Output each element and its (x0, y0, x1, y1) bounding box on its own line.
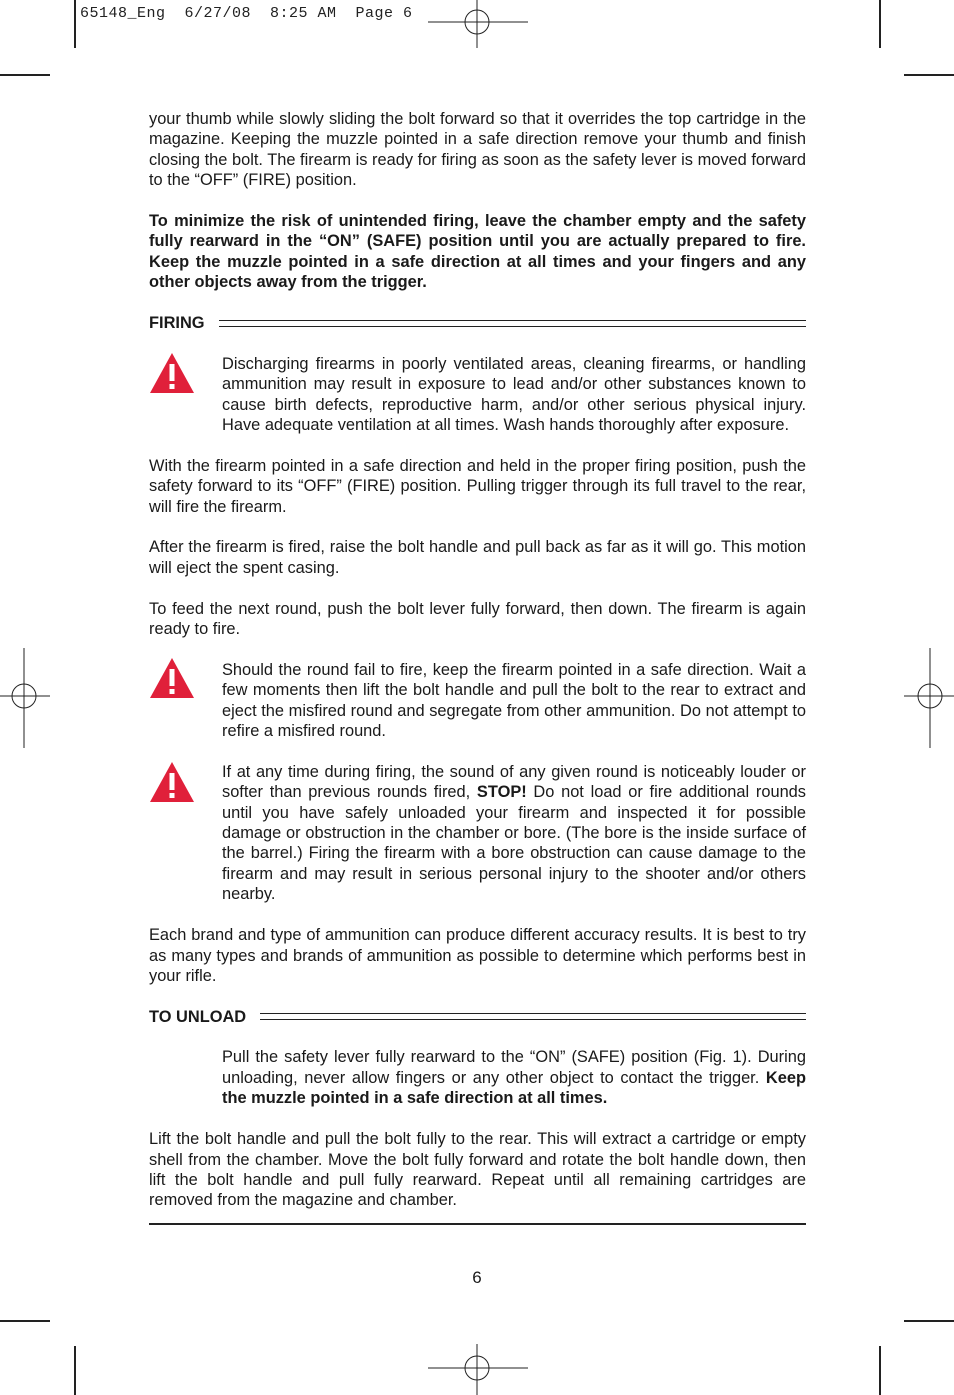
unload-text: Pull the safety lever fully rearward to the “ON” (SAFE) position (Fig. 1). During unloading, never allow fingers or any other object to contact the trigger. (222, 1048, 806, 1087)
crop-mark (904, 74, 954, 76)
paragraph-unload-safety (149, 1047, 806, 1108)
registration-mark-icon (0, 648, 50, 748)
paragraph-unload-steps: Lift the bolt handle and pull the bolt fully to the rear. This will extract a cartridge or empty shell from the chamber. Move the bolt fully forward and rotate the bolt handle down, then lift the bolt handle and pull fully rearward. Repeat until all remaining cartridges are removed from the magazine and chamber. (149, 1130, 806, 1210)
warning-text: Discharging firearms in poorly ventilated areas, cleaning firearms, or handling ammunition may result in exposure to lead and/or other substances known to cause birth defects, reproductive harm, and/or other serious physical injury. Have adequate ventilation at all times. Wash hands thoroughly after exposure. (222, 354, 806, 435)
registration-mark-icon (428, 0, 528, 48)
double-rule (219, 320, 806, 327)
unload-emphasis: Keep the muzzle pointed in a safe direction at all times. (222, 1068, 806, 1108)
crop-mark (904, 1320, 954, 1322)
paragraph-bolt-closing: your thumb while slowly sliding the bolt forward so that it overrides the top cartridge in the magazine. Keeping the muzzle pointed in a safe direction remove your thumb and finish closing the bolt. The firearm is ready for firing as soon as the safety lever is moved forward to the “OFF” (FIRE) position. (149, 110, 806, 190)
page-content (149, 109, 806, 1225)
warning-triangle-icon (149, 761, 195, 803)
double-rule (260, 1013, 806, 1020)
bottom-rule (149, 1223, 806, 1225)
page-number: 6 (472, 1268, 482, 1287)
section-title: TO UNLOAD (149, 1007, 247, 1026)
warning-block-misfire (149, 660, 806, 742)
warning-triangle-icon (149, 352, 195, 394)
crop-mark (879, 1346, 881, 1395)
section-heading-firing (149, 313, 806, 333)
crop-mark (74, 0, 76, 48)
stop-emphasis: STOP! (476, 783, 527, 802)
warning-text-part: If at any time during firing, the sound of any given round is noticeably louder or softer than previous rounds fired, (222, 762, 806, 802)
paragraph-firing-position: With the firearm pointed in a safe direction and held in the proper firing position, push the safety forward to its “OFF” (FIRE) position. Pulling trigger through its full travel to the rear, will fire the firearm. (149, 456, 806, 516)
warning-triangle-icon (149, 657, 195, 699)
printer-slug: 65148_Eng 6/27/08 8:25 AM Page 6 (80, 5, 413, 22)
paragraph-eject-casing: After the firearm is fired, raise the bolt handle and pull back as far as it will go. This motion will eject the spent casing. (149, 538, 806, 577)
crop-mark (0, 1320, 50, 1322)
registration-mark-icon (428, 1344, 528, 1395)
crop-mark (0, 74, 50, 76)
warning-block-sound (149, 762, 806, 905)
warning-text (222, 762, 806, 905)
warning-text-part: Do not load or fire additional rounds until you have safely unloaded your firearm and inspected it for possible damage or obstruction in the chamber or bore. (The bore is the inside surface of the barrel.) Firing the firearm with a bore obstruction can cause damage to the firearm and may result in serious personal injury to the shooter and/or others nearby. (222, 783, 806, 904)
warning-text: Should the round fail to fire, keep the firearm pointed in a safe direction. Wait a few moments then lift the bolt handle and pull the bolt to the rear to extract and eject the misfired round and segregate from other ammunition. Do not attempt to refire a misfired round. (222, 660, 806, 741)
paragraph-feed-round: To feed the next round, push the bolt lever fully forward, then down. The firearm is again ready to fire. (149, 599, 806, 639)
paragraph-ammunition-accuracy: Each brand and type of ammunition can produce different accuracy results. It is best to try as many types and brands of ammunition as possible to determine which performs best in your rifle. (149, 926, 806, 985)
section-title: FIRING (149, 314, 205, 333)
warning-block-lead (149, 354, 806, 436)
paragraph-safety-warning: To minimize the risk of unintended firing, leave the chamber empty and the safety fully rearward in the “ON” (SAFE) position until you are actually prepared to fire. Keep the muzzle pointed in a safe direction at all times and your fingers and any other objects away from the trigger. (149, 212, 806, 292)
crop-mark (74, 1346, 76, 1395)
crop-mark (879, 0, 881, 48)
section-heading-unload (149, 1007, 806, 1027)
registration-mark-icon (904, 648, 954, 748)
